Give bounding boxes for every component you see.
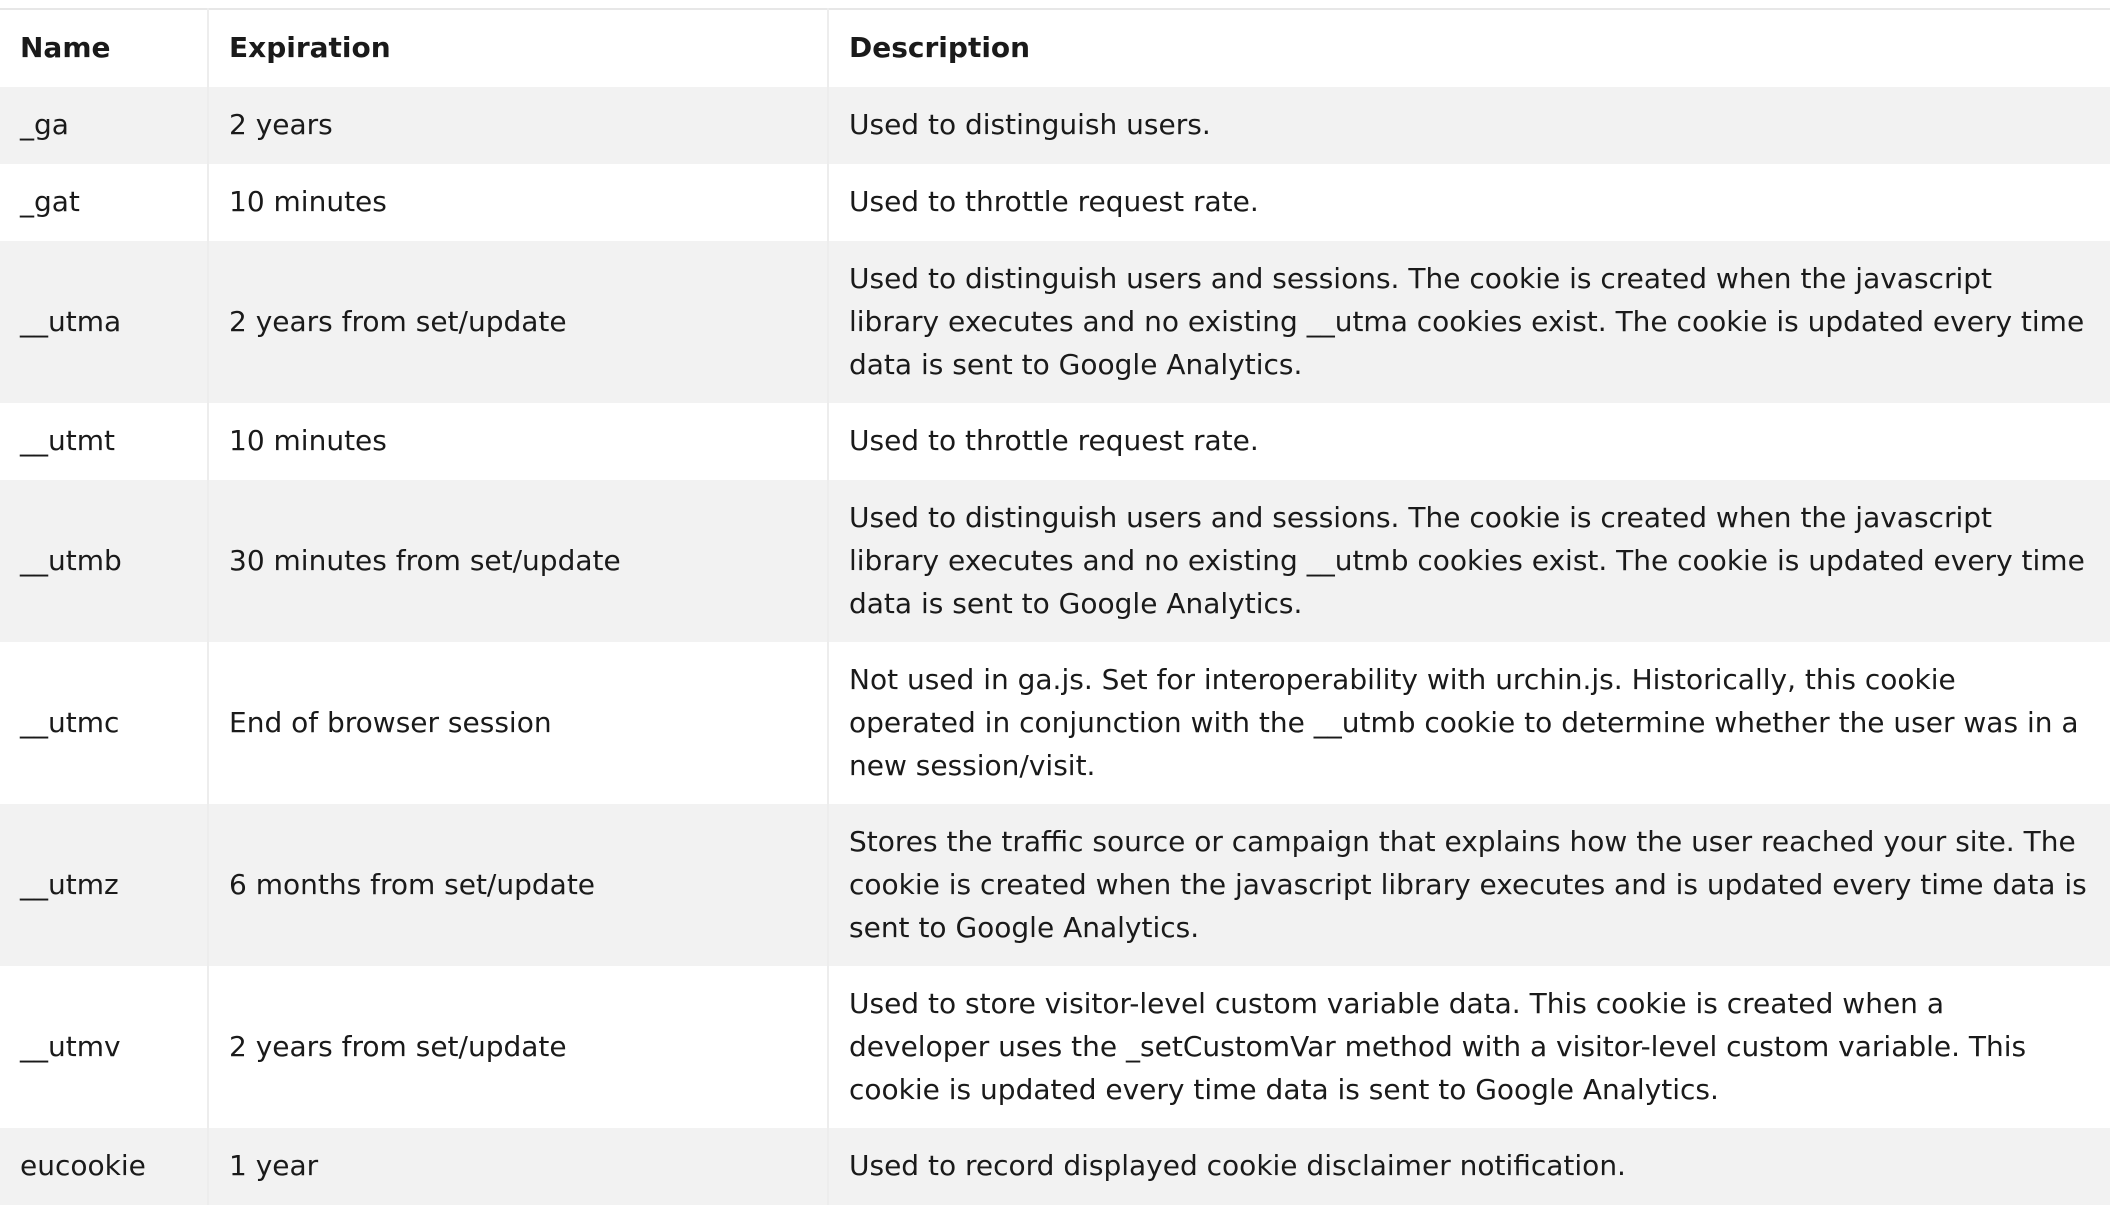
cookie-description: Used to throttle request rate.	[828, 164, 2110, 241]
cookie-name: _ga	[0, 87, 208, 164]
table-row	[0, 87, 2110, 164]
cookie-description: Stores the traffic source or campaign that explains how the user reached your site. The cookie is created when the javascript library executes and is updated every time data is sent to Google Analytics.	[828, 804, 2110, 966]
table-row	[0, 804, 2110, 966]
cookie-name: __utma	[0, 241, 208, 403]
cookie-name: __utmz	[0, 804, 208, 966]
header-name: Name	[0, 9, 208, 87]
cookie-name: __utmb	[0, 480, 208, 642]
cookie-name: __utmt	[0, 403, 208, 480]
cookie-name: eucookie	[0, 1128, 208, 1205]
table-row	[0, 480, 2110, 642]
cookie-name: __utmc	[0, 642, 208, 804]
table-row	[0, 1128, 2110, 1205]
cookie-description: Used to throttle request rate.	[828, 403, 2110, 480]
cookie-expiration: End of browser session	[208, 642, 828, 804]
cookie-expiration: 1 year	[208, 1128, 828, 1205]
cookie-expiration: 2 years from set/update	[208, 966, 828, 1128]
table-row	[0, 403, 2110, 480]
cookie-expiration: 2 years	[208, 87, 828, 164]
cookie-expiration: 10 minutes	[208, 164, 828, 241]
table-row	[0, 966, 2110, 1128]
cookie-expiration: 6 months from set/update	[208, 804, 828, 966]
table-header	[0, 9, 2110, 87]
table-row	[0, 642, 2110, 804]
cookie-table	[0, 8, 2110, 1205]
cookie-table-container	[0, 8, 2110, 1205]
cookie-description: Used to store visitor-level custom variable data. This cookie is created when a developer uses the _setCustomVar method with a visitor-level custom variable. This cookie is updated every time data is sent to Google Analytics.	[828, 966, 2110, 1128]
header-row	[0, 9, 2110, 87]
table-row	[0, 241, 2110, 403]
table-body	[0, 87, 2110, 1205]
cookie-expiration: 30 minutes from set/update	[208, 480, 828, 642]
header-description: Description	[828, 9, 2110, 87]
header-expiration: Expiration	[208, 9, 828, 87]
table-row	[0, 164, 2110, 241]
cookie-name: _gat	[0, 164, 208, 241]
cookie-name: __utmv	[0, 966, 208, 1128]
cookie-description: Not used in ga.js. Set for interoperability with urchin.js. Historically, this cookie operated in conjunction with the __utmb cookie to determine whether the user was in a new session/visit.	[828, 642, 2110, 804]
cookie-description: Used to distinguish users.	[828, 87, 2110, 164]
cookie-expiration: 10 minutes	[208, 403, 828, 480]
cookie-description: Used to record displayed cookie disclaimer notification.	[828, 1128, 2110, 1205]
cookie-expiration: 2 years from set/update	[208, 241, 828, 403]
cookie-description: Used to distinguish users and sessions. The cookie is created when the javascript library executes and no existing __utma cookies exist. The cookie is updated every time data is sent to Google Analytics.	[828, 241, 2110, 403]
cookie-description: Used to distinguish users and sessions. The cookie is created when the javascript library executes and no existing __utmb cookies exist. The cookie is updated every time data is sent to Google Analytics.	[828, 480, 2110, 642]
